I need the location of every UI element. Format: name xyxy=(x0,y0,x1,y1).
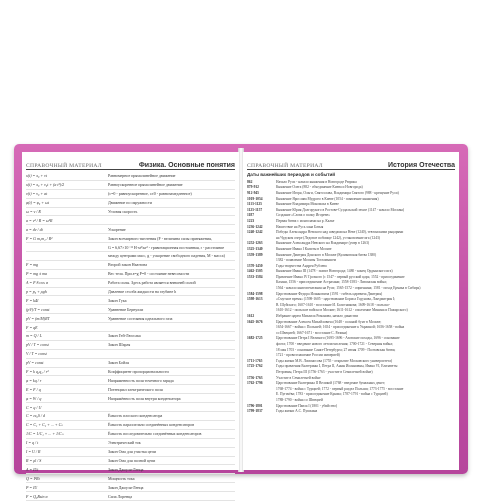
formula-description: Электрический ток xyxy=(108,440,141,446)
history-date: 1223 xyxy=(247,218,255,223)
history-event: Царствование Павла I (1801 - убийство) xyxy=(276,403,338,408)
formula-text: F = Q₀Bsin α xyxy=(26,493,48,499)
history-row xyxy=(247,336,455,342)
history-row xyxy=(247,201,455,207)
formula-row xyxy=(26,252,235,261)
history-event: на Чудском озере (Ледовое побоище 1242), установление ига (1243) xyxy=(276,235,380,240)
history-date: 1533-1584 xyxy=(247,274,263,279)
formula-row xyxy=(26,199,235,208)
history-row xyxy=(247,341,455,347)
formula-row xyxy=(26,270,235,279)
history-row xyxy=(247,224,455,230)
history-row xyxy=(247,392,455,398)
formula-description: Равномерное прямолинейное движение xyxy=(108,173,176,179)
formula-row xyxy=(26,216,235,225)
history-date: 1252-1263 xyxy=(247,241,263,246)
history-row xyxy=(247,380,455,386)
formula-description: Напряженность поля точечного заряда xyxy=(108,377,174,383)
formula-text: a = dv / dt xyxy=(26,226,43,232)
history-date: 1645-1676 xyxy=(247,319,263,324)
history-subheading: Даты важнейших периодов и событий xyxy=(247,172,336,177)
history-row xyxy=(247,302,455,308)
history-date: 1019-1054 xyxy=(247,196,263,201)
formula-row xyxy=(26,341,235,350)
history-event: Годы жизни А.С. Пушкина xyxy=(276,409,318,414)
formula-row xyxy=(26,288,235,297)
history-row xyxy=(247,179,455,185)
formula-text: A = F·S·cos α xyxy=(26,280,48,286)
formula-text: V / T = const xyxy=(26,351,47,357)
history-row xyxy=(247,408,455,414)
formula-text: P = IU xyxy=(26,484,38,490)
history-row xyxy=(247,386,455,392)
formula-row xyxy=(26,234,235,243)
history-row xyxy=(247,369,455,375)
history-event: Княжение Владимира Мономаха в Киеве xyxy=(276,202,339,207)
history-date: 1359-1389 xyxy=(247,252,263,257)
formula-row xyxy=(26,332,235,341)
history-date: 1125-1157 xyxy=(247,207,263,212)
formula-description: Закон всемирного тяготения (F - величина силы притяжения, xyxy=(108,235,212,241)
history-event: 1610-1612 - польское войско в Москве; 1611-1612 - ополчение Минина и Пожарского) xyxy=(276,308,408,313)
formula-text: (pV)/T = const xyxy=(26,306,50,312)
history-event: 18 мая 1703 - основание Санкт-Петербурга; 27 июня 1709 - Полтавская битва; xyxy=(276,347,396,352)
formula-row xyxy=(26,448,235,457)
formula-text: p = p₀ + ρgh xyxy=(26,289,47,295)
formula-text: F = kΔl xyxy=(26,297,39,303)
formula-row xyxy=(26,314,235,323)
history-date: 1462-1505 xyxy=(247,269,263,274)
history-row xyxy=(247,207,455,213)
history-row xyxy=(247,291,455,297)
formula-description: Второй закон Ньютона xyxy=(108,262,147,268)
history-row xyxy=(247,218,455,224)
history-date: 912-945 xyxy=(247,190,259,195)
formula-text: x(t) = x₀ + v₀t + (a t²)/2 xyxy=(26,182,65,188)
history-event: Царствование Екатерины II Великой (1768 - введение бумажных денег; xyxy=(276,381,386,386)
formula-description: G = 6,67×10⁻¹¹ Н·м²/кг² - гравитационная постоянная, r - расстояние xyxy=(108,244,225,250)
history-event: Княжение Ивана I Калиты в Москве xyxy=(276,246,332,251)
history-date: 1240-1242 xyxy=(247,230,263,235)
history-date: 1756-1763 xyxy=(247,375,263,380)
history-event: Княжение Юрия Долгорукого в Ростове-Суздальской земле (1147 - начало Москвы) xyxy=(276,207,405,212)
formula-row xyxy=(26,457,235,466)
formula-row xyxy=(26,421,235,430)
history-date: 1325-1340 xyxy=(247,246,263,251)
formula-row xyxy=(26,296,235,305)
formula-text: I = q / t xyxy=(26,440,39,446)
history-date: 1796-1801 xyxy=(247,403,263,408)
right-header-label: СПРАВОЧНЫЙ МАТЕРИАЛ xyxy=(247,163,323,169)
right-page-header xyxy=(247,158,455,170)
formula-description: Давление столба жидкости на глубине h xyxy=(108,289,177,295)
history-row xyxy=(247,257,455,263)
history-event: 1721 - провозглашение России империей) xyxy=(276,353,340,358)
history-row xyxy=(247,241,455,247)
history-row xyxy=(247,324,455,330)
history-row xyxy=(247,364,455,370)
formula-description: Равноускоренное прямолинейное движение xyxy=(108,182,183,188)
formula-text: F = G m₁m₂ / R² xyxy=(26,235,53,241)
formula-description: Ёмкость плоского конденсатора xyxy=(108,413,163,419)
formula-description: Мощность тока xyxy=(108,475,135,481)
formula-row xyxy=(26,350,235,359)
formula-row xyxy=(26,261,235,270)
history-row xyxy=(247,246,455,252)
history-event: Победы Александра Невского над шведами на Неве (1240), тевтонскими рыцарями xyxy=(276,230,404,235)
formula-text: ω = v / R xyxy=(26,209,41,214)
history-event: флота; 1700 - введение нового летоисчисления; 1700-1721 - Северная война; xyxy=(276,342,393,347)
formula-description: Вес тела. При a=g P=0 - состояние невесомости xyxy=(108,271,190,277)
history-event: Правление Ивана IV Грозного (с 1547 - первый русский царь; 1552 - присоединение xyxy=(276,274,405,279)
formula-row xyxy=(26,190,235,199)
history-row xyxy=(247,347,455,353)
history-date: 862 xyxy=(247,179,253,184)
history-row xyxy=(247,280,455,286)
history-row xyxy=(247,313,455,319)
history-event: Княжение Ярослава Мудрого в Киеве (1054 - появление княжения) xyxy=(276,196,379,201)
formula-description: Закон Джоуля-Ленца xyxy=(108,484,144,490)
history-event: Годы жизни М.В. Ломоносова (1755 - открытие Московского университета) xyxy=(276,358,393,363)
formula-row xyxy=(26,305,235,314)
history-event: Годы творчества Андрея Рублева xyxy=(276,263,327,268)
formula-description: между центрами масс, g - ускорение свободного падения, М - масса) xyxy=(108,253,225,259)
formula-row xyxy=(26,492,235,501)
formula-description: Движение по окружности xyxy=(108,200,152,206)
formula-text: m = Q / L xyxy=(26,333,42,339)
history-event: Княжение Ивана III (1478 - захват Новгорода; 1480 - конец Ордынского ига) xyxy=(276,269,393,274)
right-page-title: История Отечества xyxy=(387,162,455,169)
formula-text: F = k q₁q₂ / r² xyxy=(26,369,49,375)
history-event: Петровны, Петра III (1756-1763 - участие в Семилетней войне) xyxy=(276,369,373,374)
history-row xyxy=(247,375,455,381)
history-row xyxy=(247,358,455,364)
formula-description: Закон Шарля xyxy=(108,342,131,348)
history-event: Годы правления Екатерины I, Петра II, Анны Иоанновны, Ивана VI, Елизаветы xyxy=(276,364,398,369)
history-row xyxy=(247,190,455,196)
formula-row xyxy=(26,412,235,421)
formula-row xyxy=(26,368,235,377)
formula-row xyxy=(26,208,235,217)
formula-row xyxy=(26,279,235,288)
left-page-header xyxy=(26,158,235,170)
history-event: Княжение Олега (882 - объединение Киева и Новгорода) xyxy=(276,185,363,190)
formula-description: Закон Ома для участка цепи xyxy=(108,449,156,455)
history-event: Царствование Алексея Михайловича (1648 - соляной бунт в Москве; xyxy=(276,319,382,324)
history-date: 1598-1613 xyxy=(247,297,263,302)
history-event: 1564 - начало книгопечатания на Руси; 1565-1572 - опричнина; 1581 - поход Ермака в Сибирь) xyxy=(276,286,421,291)
history-event: Царствование Петра I Великого (1695-1696 - Азовские походы, 1696 - основание xyxy=(276,336,400,341)
history-row xyxy=(247,274,455,280)
history-date: 1187 xyxy=(247,213,254,218)
history-event: Княжение Александра Невского на Владимире (умер в 1263) xyxy=(276,241,370,246)
formula-text: 1/C = 1/C₁ + ... + 1/Cₙ xyxy=(26,431,64,437)
history-row xyxy=(247,308,455,314)
history-row xyxy=(247,269,455,275)
formula-text: E = F / q xyxy=(26,386,41,392)
history-date: 1370-1450 xyxy=(247,263,263,268)
formula-description: Угловая скорость xyxy=(108,209,138,214)
formula-text: F = qE xyxy=(26,324,38,330)
history-date: 879-912 xyxy=(247,185,259,190)
formula-row xyxy=(26,430,235,439)
history-event: Княжение Дмитрия Донского в Москве (Куликовская битва 1380) xyxy=(276,252,377,257)
formula-row xyxy=(26,474,235,483)
formula-text: I = U / R xyxy=(26,449,41,455)
formula-text: pV = (m/M)RT xyxy=(26,315,50,321)
formula-text: pV = const xyxy=(26,360,44,366)
formula-row xyxy=(26,323,235,332)
history-event: Нашествие на Русь хана Батыя xyxy=(276,224,324,229)
formula-row xyxy=(26,243,235,252)
right-page xyxy=(243,152,459,470)
history-event: 1654-1667 - война с Польшей; 1654 - присоединение к Украиной; 1656-1658 - война xyxy=(276,325,405,330)
formula-text: v(t) = v₀ + at xyxy=(26,191,48,197)
formula-text: C = εε₀S / d xyxy=(26,413,46,419)
history-row xyxy=(247,397,455,403)
history-row xyxy=(247,213,455,219)
formula-row xyxy=(26,403,235,412)
formula-row xyxy=(26,439,235,448)
history-row xyxy=(247,403,455,409)
formula-description: Закон Джоуля-Ленца xyxy=(108,466,144,472)
history-row xyxy=(247,263,455,269)
formula-description: Уравнение Бернулли xyxy=(108,306,144,312)
history-event: Казани, 1556 - присоединение Астрахани; 1558-1583 - Ливонская война; xyxy=(276,280,387,285)
formula-text: x(t) = x₀ + vt xyxy=(26,173,48,179)
history-row xyxy=(247,285,455,291)
formula-description: Работа силы. Здесь работа является внешней силой xyxy=(108,280,196,286)
formula-description: Ускорение xyxy=(108,226,126,232)
formula-description: Потенциал электрического поля xyxy=(108,386,163,392)
formula-text: pV / T = const xyxy=(26,342,49,348)
history-table xyxy=(247,179,455,414)
formula-description: Закон Гука xyxy=(108,297,127,303)
formula-description: Закон Гей-Люссака xyxy=(108,333,141,339)
history-date: 1584-1598 xyxy=(247,291,263,296)
formula-text: A = IUt xyxy=(26,466,39,472)
history-event: 1768-1774 - война с Турцией; 1772 - первый раздел Польши; 1773-1775 - восстание xyxy=(276,386,404,391)
history-date: 1612 xyxy=(247,314,255,319)
formula-text: φ = W / q xyxy=(26,395,42,401)
history-event: Начало Руси - начало княжения в Новгороде Рюрика xyxy=(276,179,357,184)
history-date: 1711-1765 xyxy=(247,358,263,363)
left-header-label: СПРАВОЧНЫЙ МАТЕРИАЛ xyxy=(26,163,102,169)
formula-description: Ёмкость последовательно соединённых конденсаторов xyxy=(108,431,202,437)
history-event: Царствование Федора Иоанновича (1591 - гибель царевича Дмитрия) xyxy=(276,291,383,296)
history-date: 1682-1725 xyxy=(247,336,263,341)
formula-row xyxy=(26,483,235,492)
formula-row xyxy=(26,385,235,394)
history-event: со Швецией; 1667-1671 - восстание С. Разина) xyxy=(276,330,348,335)
history-event: 1788-1790 - война со Швецией xyxy=(276,397,323,402)
history-event: Избрание царем Михаила Романова, начало династии xyxy=(276,314,359,319)
formula-description: Напряжённость поля внутри конденсатора xyxy=(108,395,181,401)
left-page-title: Физика. Основные понятия xyxy=(138,162,235,169)
history-row xyxy=(247,352,455,358)
formula-text: R = ρl / S xyxy=(26,457,42,463)
history-row xyxy=(247,229,455,235)
formula-table xyxy=(26,172,235,501)
history-row xyxy=(247,319,455,325)
formula-text: F = mg xyxy=(26,262,39,268)
history-event: Первая битва с монголами на р. Калке xyxy=(276,218,335,223)
history-row xyxy=(247,196,455,202)
formula-text: Q = I²Rt xyxy=(26,475,40,481)
history-row xyxy=(247,185,455,191)
formula-row xyxy=(26,359,235,368)
formula-description: Закон Ома для полной цепи xyxy=(108,457,156,463)
formula-description: Коэффициент пропорциональности xyxy=(108,369,169,375)
formula-description: Ёмкость параллельно соединённых конденсаторов xyxy=(108,422,195,428)
left-page xyxy=(22,152,239,499)
formula-row xyxy=(26,465,235,474)
history-row xyxy=(247,296,455,302)
history-date: 1725-1762 xyxy=(247,364,263,369)
formula-row xyxy=(26,225,235,234)
formula-description: (с=0 - равноускоренное, с≠0 - равнозамедленное) xyxy=(108,191,192,197)
history-event: «Смутное время» (1598-1605 - царствование Бориса Годунова, Лжедмитрия I; xyxy=(276,297,396,302)
history-row xyxy=(247,330,455,336)
history-event: Е. Пугачёва; 1783 - присоединение Крыма; 1787-1791 - война с Турцией) xyxy=(276,392,388,397)
history-date: 1799-1837 xyxy=(247,409,263,414)
formula-row xyxy=(26,172,235,181)
formula-text: φ = kq / r xyxy=(26,377,42,383)
formula-text: C = C₁ + C₂ + ... + Cₙ xyxy=(26,422,63,428)
history-date: 1236-1242 xyxy=(247,224,263,229)
formula-text: C = q / U xyxy=(26,404,42,410)
history-event: Княжение Игоря, Ольги, Святослава, Владимира Святого (988 - крещение Руси) xyxy=(276,190,399,195)
history-event: Участие в Семилетней войне xyxy=(276,375,321,380)
history-row xyxy=(247,235,455,241)
history-row xyxy=(247,252,455,258)
formula-text: a = v² / R = ω²R xyxy=(26,217,53,223)
formula-text: φ(t) = φ₀ + ωt xyxy=(26,200,49,206)
formula-description: Уравнение состояния идеального газа xyxy=(108,315,173,321)
formula-row xyxy=(26,394,235,403)
history-date: 1113-1125 xyxy=(247,202,262,207)
formula-description: Сила Лоренца xyxy=(108,493,133,499)
formula-row xyxy=(26,181,235,190)
history-date: 1762-1796 xyxy=(247,381,263,386)
history-event: В. Шуйского; 1607-1610 - восстание И. Болотникова; 1609-1618 - польско- xyxy=(276,302,390,307)
formula-description: Закон Бойля xyxy=(108,360,129,366)
history-event: 1382 - появление Москвы Тохтамышем xyxy=(276,258,337,263)
formula-row xyxy=(26,376,235,385)
formula-text: P = mg ± ma xyxy=(26,271,48,277)
history-event: Создание «Слова о полку Игореве» xyxy=(276,213,331,218)
